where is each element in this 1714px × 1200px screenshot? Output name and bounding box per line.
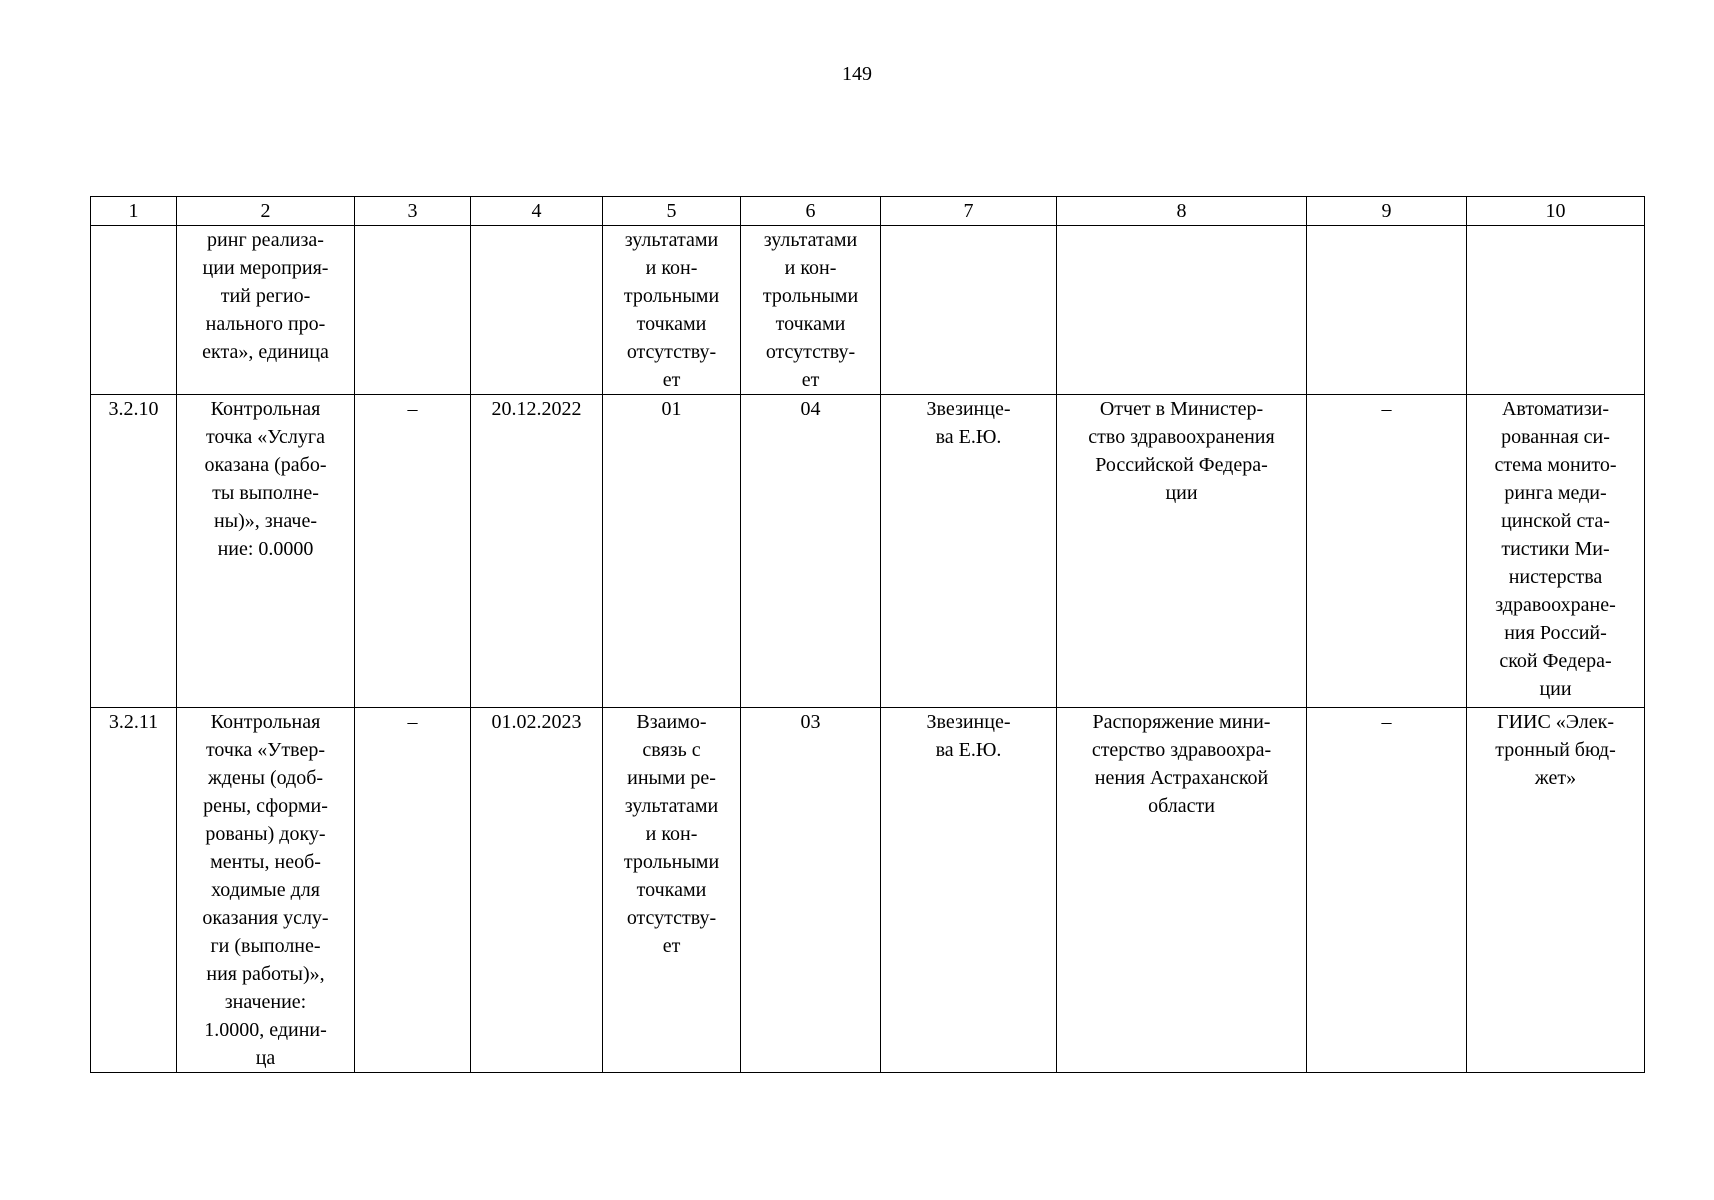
column-header: 10: [1467, 197, 1645, 226]
table-cell: Звезинце- ва Е.Ю.: [881, 395, 1057, 708]
table-cell: ринг реализа- ции мероприя- тий регио- нального про- екта», единица: [177, 226, 355, 395]
table-cell: 01.02.2023: [471, 708, 603, 1073]
column-header: 9: [1307, 197, 1467, 226]
column-header: 7: [881, 197, 1057, 226]
column-header: 8: [1057, 197, 1307, 226]
table-cell: [471, 226, 603, 395]
table-cell: Контрольная точка «Услуга оказана (рабо- ты выполне- ны)», значе- ние: 0.0000: [177, 395, 355, 708]
table-cell: [1307, 226, 1467, 395]
column-header: 6: [741, 197, 881, 226]
table-cell: Распоряжение мини- стерство здравоохра- нения Астраханской области: [1057, 708, 1307, 1073]
table-cell: Автоматизи- рованная си- стема монито- ринга меди- цинской ста- тистики Ми- нистерства здравоохране- ния Россий- ской Федера- ции: [1467, 395, 1645, 708]
table-cell: –: [1307, 395, 1467, 708]
table-cell: –: [355, 708, 471, 1073]
table-cell: 04: [741, 395, 881, 708]
column-header: 3: [355, 197, 471, 226]
table-cell: –: [1307, 708, 1467, 1073]
table-cell: Контрольная точка «Утвер- ждены (одоб- рены, сформи- рованы) доку- менты, необ- ходимые для оказания услу- ги (выполне- ния работы)», значение: 1.0000, едини- ца: [177, 708, 355, 1073]
table-cell: [1057, 226, 1307, 395]
table-cell: [881, 226, 1057, 395]
table-cell: 01: [603, 395, 741, 708]
table-cell: –: [355, 395, 471, 708]
table-header-row: [91, 197, 1645, 226]
page-number: 149: [842, 63, 872, 85]
column-header: 1: [91, 197, 177, 226]
table-cell: 3.2.11: [91, 708, 177, 1073]
table-cell: ГИИС «Элек- тронный бюд- жет»: [1467, 708, 1645, 1073]
table-row: [91, 395, 1645, 708]
column-header: 5: [603, 197, 741, 226]
table-cell: [91, 226, 177, 395]
table-cell: [1467, 226, 1645, 395]
table-cell: 03: [741, 708, 881, 1073]
table-cell: зультатами и кон- трольными точками отсутству- ет: [603, 226, 741, 395]
table-cell: Отчет в Министер- ство здравоохранения Российской Федера- ции: [1057, 395, 1307, 708]
table-cell: 3.2.10: [91, 395, 177, 708]
table-cell: 20.12.2022: [471, 395, 603, 708]
table-cell: зультатами и кон- трольными точками отсутству- ет: [741, 226, 881, 395]
document-table: [90, 196, 1645, 1073]
column-header: 4: [471, 197, 603, 226]
table-row: [91, 226, 1645, 395]
table-cell: [355, 226, 471, 395]
table-cell: Взаимо- связь с иными ре- зультатами и кон- трольными точками отсутству- ет: [603, 708, 741, 1073]
table-cell: Звезинце- ва Е.Ю.: [881, 708, 1057, 1073]
table-row: [91, 708, 1645, 1073]
column-header: 2: [177, 197, 355, 226]
